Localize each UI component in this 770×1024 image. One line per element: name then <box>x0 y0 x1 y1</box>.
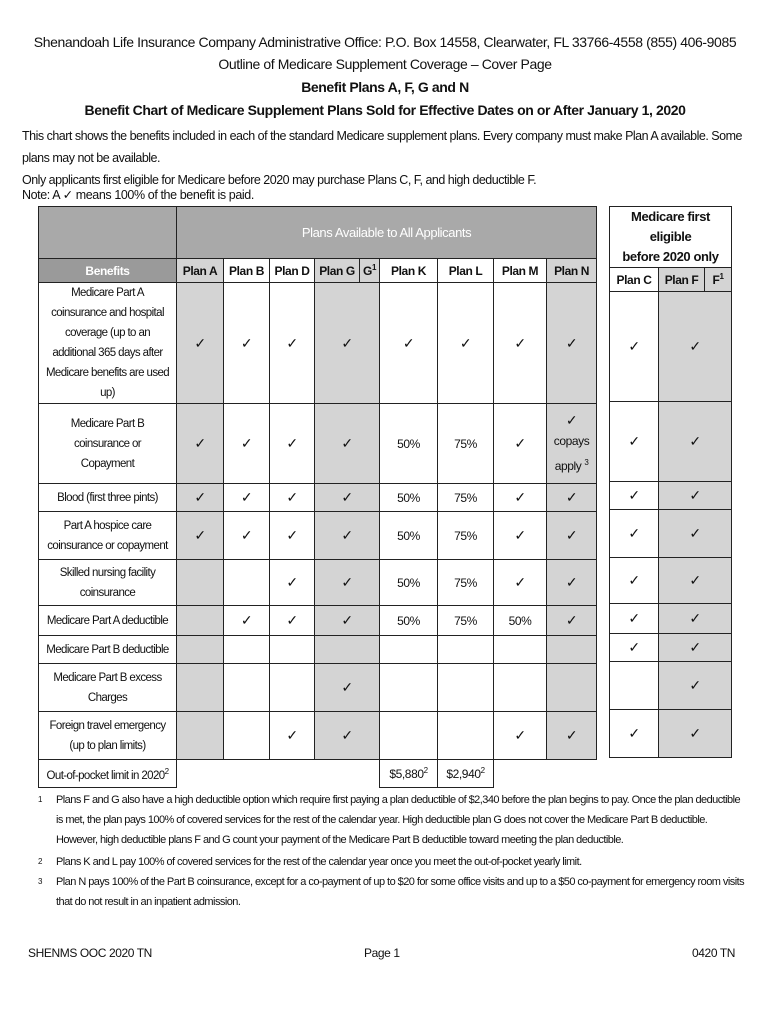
empty-cell <box>177 636 224 664</box>
plan-header: $G^1$ <box>360 259 380 283</box>
table-row <box>39 664 597 712</box>
table-row <box>610 402 732 482</box>
percent-value: 50% <box>380 560 438 606</box>
check-mark: ✓ <box>270 404 315 484</box>
empty-cell <box>224 664 270 712</box>
empty-cell <box>315 636 380 664</box>
footnote: 3 Plan N pays 100% of the Part B coinsurance, except for a co-payment of up to $20 for some office visits and up to a $50 co-payment for emergency room visits that do not result in an inpatient admission. <box>38 876 745 908</box>
check-mark: ✓ <box>494 283 547 404</box>
empty-cell <box>270 636 315 664</box>
check-mark: ✓ <box>610 402 659 482</box>
chart-title: Benefit Chart of Medicare Supplement Plans Sold for Effective Dates on or After January 1, 2020 <box>84 102 686 118</box>
plan-header: Plan G <box>315 259 360 283</box>
table-row <box>39 283 597 404</box>
plan-header: Plan B <box>224 259 270 283</box>
check-mark: ✓ <box>315 484 380 512</box>
table-row <box>610 510 732 558</box>
empty-cell <box>380 636 438 664</box>
percent-value: 75% <box>438 606 494 636</box>
intro-line: This chart shows the benefits included in each of the standard Medicare supplement plans. Every company must make Plan A available. Some plans may not be available. <box>22 129 742 165</box>
empty-cell <box>494 760 597 788</box>
empty-cell <box>224 636 270 664</box>
plan-header: Plan D <box>270 259 315 283</box>
check-mark: ✓ <box>315 664 380 712</box>
table-row <box>39 760 597 788</box>
empty-cell <box>380 664 438 712</box>
check-mark: ✓ <box>315 606 380 636</box>
check-mark: ✓ <box>659 662 732 710</box>
benefit-label: Medicare Part B coinsurance or Copayment <box>39 404 177 484</box>
check-mark: ✓ <box>659 292 732 402</box>
benefit-label: Skilled nursing facility coinsurance <box>39 560 177 606</box>
plan-header: Plan K <box>380 259 438 283</box>
check-mark: ✓ <box>610 292 659 402</box>
percent-value: 50% <box>380 404 438 484</box>
table-row <box>610 662 732 710</box>
empty-cell <box>177 560 224 606</box>
check-mark: ✓ <box>547 712 597 760</box>
footnote: 1 Plans F and G also have a high deductible option which require first paying a plan deductible of $2,340 before the plan begins to pay. Once the plan deductible is met, the plan pays 100% of covered services for the rest of the calendar year. High deductible plan G does not cover the Medicare Part B deductible. However, high deductible plans F and G count your payment of the Medicare Part B deductible toward meeting the plan deductible. <box>38 794 741 846</box>
plan-header: Plan L <box>438 259 494 283</box>
check-mark: ✓ <box>494 512 547 560</box>
percent-value: 75% <box>438 560 494 606</box>
empty-cell <box>224 712 270 760</box>
check-mark: ✓ <box>547 283 597 404</box>
oop-limit-value: $2,940$^2$ <box>438 760 494 788</box>
check-mark: ✓ <box>224 484 270 512</box>
check-mark: ✓ <box>610 604 659 634</box>
check-mark: ✓ <box>547 512 597 560</box>
check-mark: ✓ <box>659 710 732 758</box>
page-number: Page 1 <box>364 946 400 960</box>
empty-cell <box>438 636 494 664</box>
table-row <box>610 604 732 634</box>
percent-value: 50% <box>494 606 547 636</box>
check-mark: ✓ <box>659 510 732 558</box>
footnotes <box>38 790 748 912</box>
percent-value: 75% <box>438 484 494 512</box>
table-row <box>39 560 597 606</box>
check-mark: ✓ <box>224 512 270 560</box>
percent-value: 50% <box>380 512 438 560</box>
plan-header: Plan A <box>177 259 224 283</box>
table-row <box>39 512 597 560</box>
table-row <box>610 634 732 662</box>
check-mark: ✓ <box>610 710 659 758</box>
check-mark: ✓ <box>547 484 597 512</box>
empty-cell <box>547 664 597 712</box>
footnote: 2 Plans K and L pay 100% of covered services for the rest of the calendar year once you meet the out-of-pocket yearly limit. <box>38 856 582 868</box>
table-row <box>610 482 732 510</box>
check-mark: ✓ <box>610 510 659 558</box>
plan-header: Plan M <box>494 259 547 283</box>
table-row <box>39 606 597 636</box>
check-mark: ✓ <box>380 283 438 404</box>
plans-group-header: Plans Available to All Applicants <box>177 207 597 259</box>
check-mark: ✓ <box>224 283 270 404</box>
company-address-line: Shenandoah Life Insurance Company Administrative Office: P.O. Box 14558, Clearwater, FL 33766-4558 (855) 406-9085 <box>33 34 737 50</box>
check-mark: ✓ <box>438 283 494 404</box>
check-mark: ✓ <box>659 558 732 604</box>
benefit-label: Medicare Part A coinsurance and hospital coverage (up to an additional 365 days after Medicare benefits are used up) <box>39 283 177 404</box>
plan-header: Plan C <box>610 268 659 292</box>
intro-paragraph <box>22 125 762 191</box>
revision-code: 0420 TN <box>692 946 736 960</box>
check-mark: ✓ <box>177 484 224 512</box>
benefit-label: Medicare Part A deductible <box>39 606 177 636</box>
percent-value: 75% <box>438 512 494 560</box>
check-mark: ✓ <box>610 482 659 510</box>
check-mark: ✓ <box>270 712 315 760</box>
empty-cell <box>177 760 380 788</box>
check-mark: ✓ <box>270 283 315 404</box>
table-row <box>39 484 597 512</box>
check-mark: ✓ <box>315 512 380 560</box>
check-mark: ✓ <box>177 512 224 560</box>
check-mark: ✓ <box>494 404 547 484</box>
check-mark: ✓ <box>494 712 547 760</box>
empty-cell <box>438 712 494 760</box>
oop-limit-value: $5,880$^2$ <box>380 760 438 788</box>
benefit-label: Foreign travel emergency (up to plan limits) <box>39 712 177 760</box>
table-row <box>610 292 732 402</box>
table-row <box>39 636 597 664</box>
benefits-header-blank <box>39 207 177 259</box>
benefit-label: Blood (first three pints) <box>39 484 177 512</box>
check-mark: ✓ <box>547 606 597 636</box>
check-mark: ✓ <box>224 404 270 484</box>
empty-cell <box>494 664 547 712</box>
check-mark: ✓ <box>547 560 597 606</box>
check-note: Note: A ✓ means 100% of the benefit is paid. <box>22 188 254 202</box>
check-mark: ✓ <box>270 560 315 606</box>
document-subtitle: Outline of Medicare Supplement Coverage – Cover Page <box>218 56 552 72</box>
copays-cell: ✓ copays apply $^3$ <box>547 404 597 484</box>
empty-cell <box>177 606 224 636</box>
empty-cell <box>438 664 494 712</box>
empty-cell <box>224 560 270 606</box>
plans-title: Benefit Plans A, F, G and N <box>301 79 469 95</box>
check-mark: ✓ <box>177 404 224 484</box>
benefits-column-header: Benefits <box>39 259 177 283</box>
check-mark: ✓ <box>659 402 732 482</box>
check-mark: ✓ <box>659 482 732 510</box>
check-mark: ✓ <box>177 283 224 404</box>
empty-cell <box>177 712 224 760</box>
check-mark: ✓ <box>494 484 547 512</box>
benefit-label: Medicare Part B excess Charges <box>39 664 177 712</box>
check-mark: ✓ <box>315 712 380 760</box>
form-number: SHENMS OOC 2020 TN <box>28 946 152 960</box>
benefits-table <box>38 206 597 788</box>
intro-line: Only applicants first eligible for Medicare before 2020 may purchase Plans C, F, and high deductible F. <box>22 173 537 187</box>
pre-2020-plans-table <box>609 206 732 758</box>
empty-cell <box>380 712 438 760</box>
percent-value: 50% <box>380 484 438 512</box>
empty-cell <box>270 664 315 712</box>
pre-2020-header: Medicare first eligible before 2020 only <box>610 207 732 268</box>
table-row <box>610 710 732 758</box>
check-mark: ✓ <box>315 283 380 404</box>
check-mark: ✓ <box>610 558 659 604</box>
check-mark: ✓ <box>270 512 315 560</box>
table-row <box>610 558 732 604</box>
benefit-label: Out-of-pocket limit in 2020$^2$ <box>39 760 177 788</box>
benefit-label: Part A hospice care coinsurance or copayment <box>39 512 177 560</box>
plan-header: Plan N <box>547 259 597 283</box>
plan-header: $F^1$ <box>705 268 732 292</box>
check-mark: ✓ <box>224 606 270 636</box>
check-mark: ✓ <box>659 634 732 662</box>
percent-value: 75% <box>438 404 494 484</box>
check-mark: ✓ <box>494 560 547 606</box>
empty-cell <box>177 664 224 712</box>
empty-cell <box>610 662 659 710</box>
check-mark: ✓ <box>270 484 315 512</box>
benefit-label: Medicare Part B deductible <box>39 636 177 664</box>
table-row <box>39 404 597 484</box>
check-mark: ✓ <box>610 634 659 662</box>
check-mark: ✓ <box>270 606 315 636</box>
check-mark: ✓ <box>659 604 732 634</box>
table-row <box>39 712 597 760</box>
check-mark: ✓ <box>315 404 380 484</box>
plan-header: Plan F <box>659 268 705 292</box>
empty-cell <box>547 636 597 664</box>
percent-value: 50% <box>380 606 438 636</box>
check-mark: ✓ <box>315 560 380 606</box>
empty-cell <box>494 636 547 664</box>
